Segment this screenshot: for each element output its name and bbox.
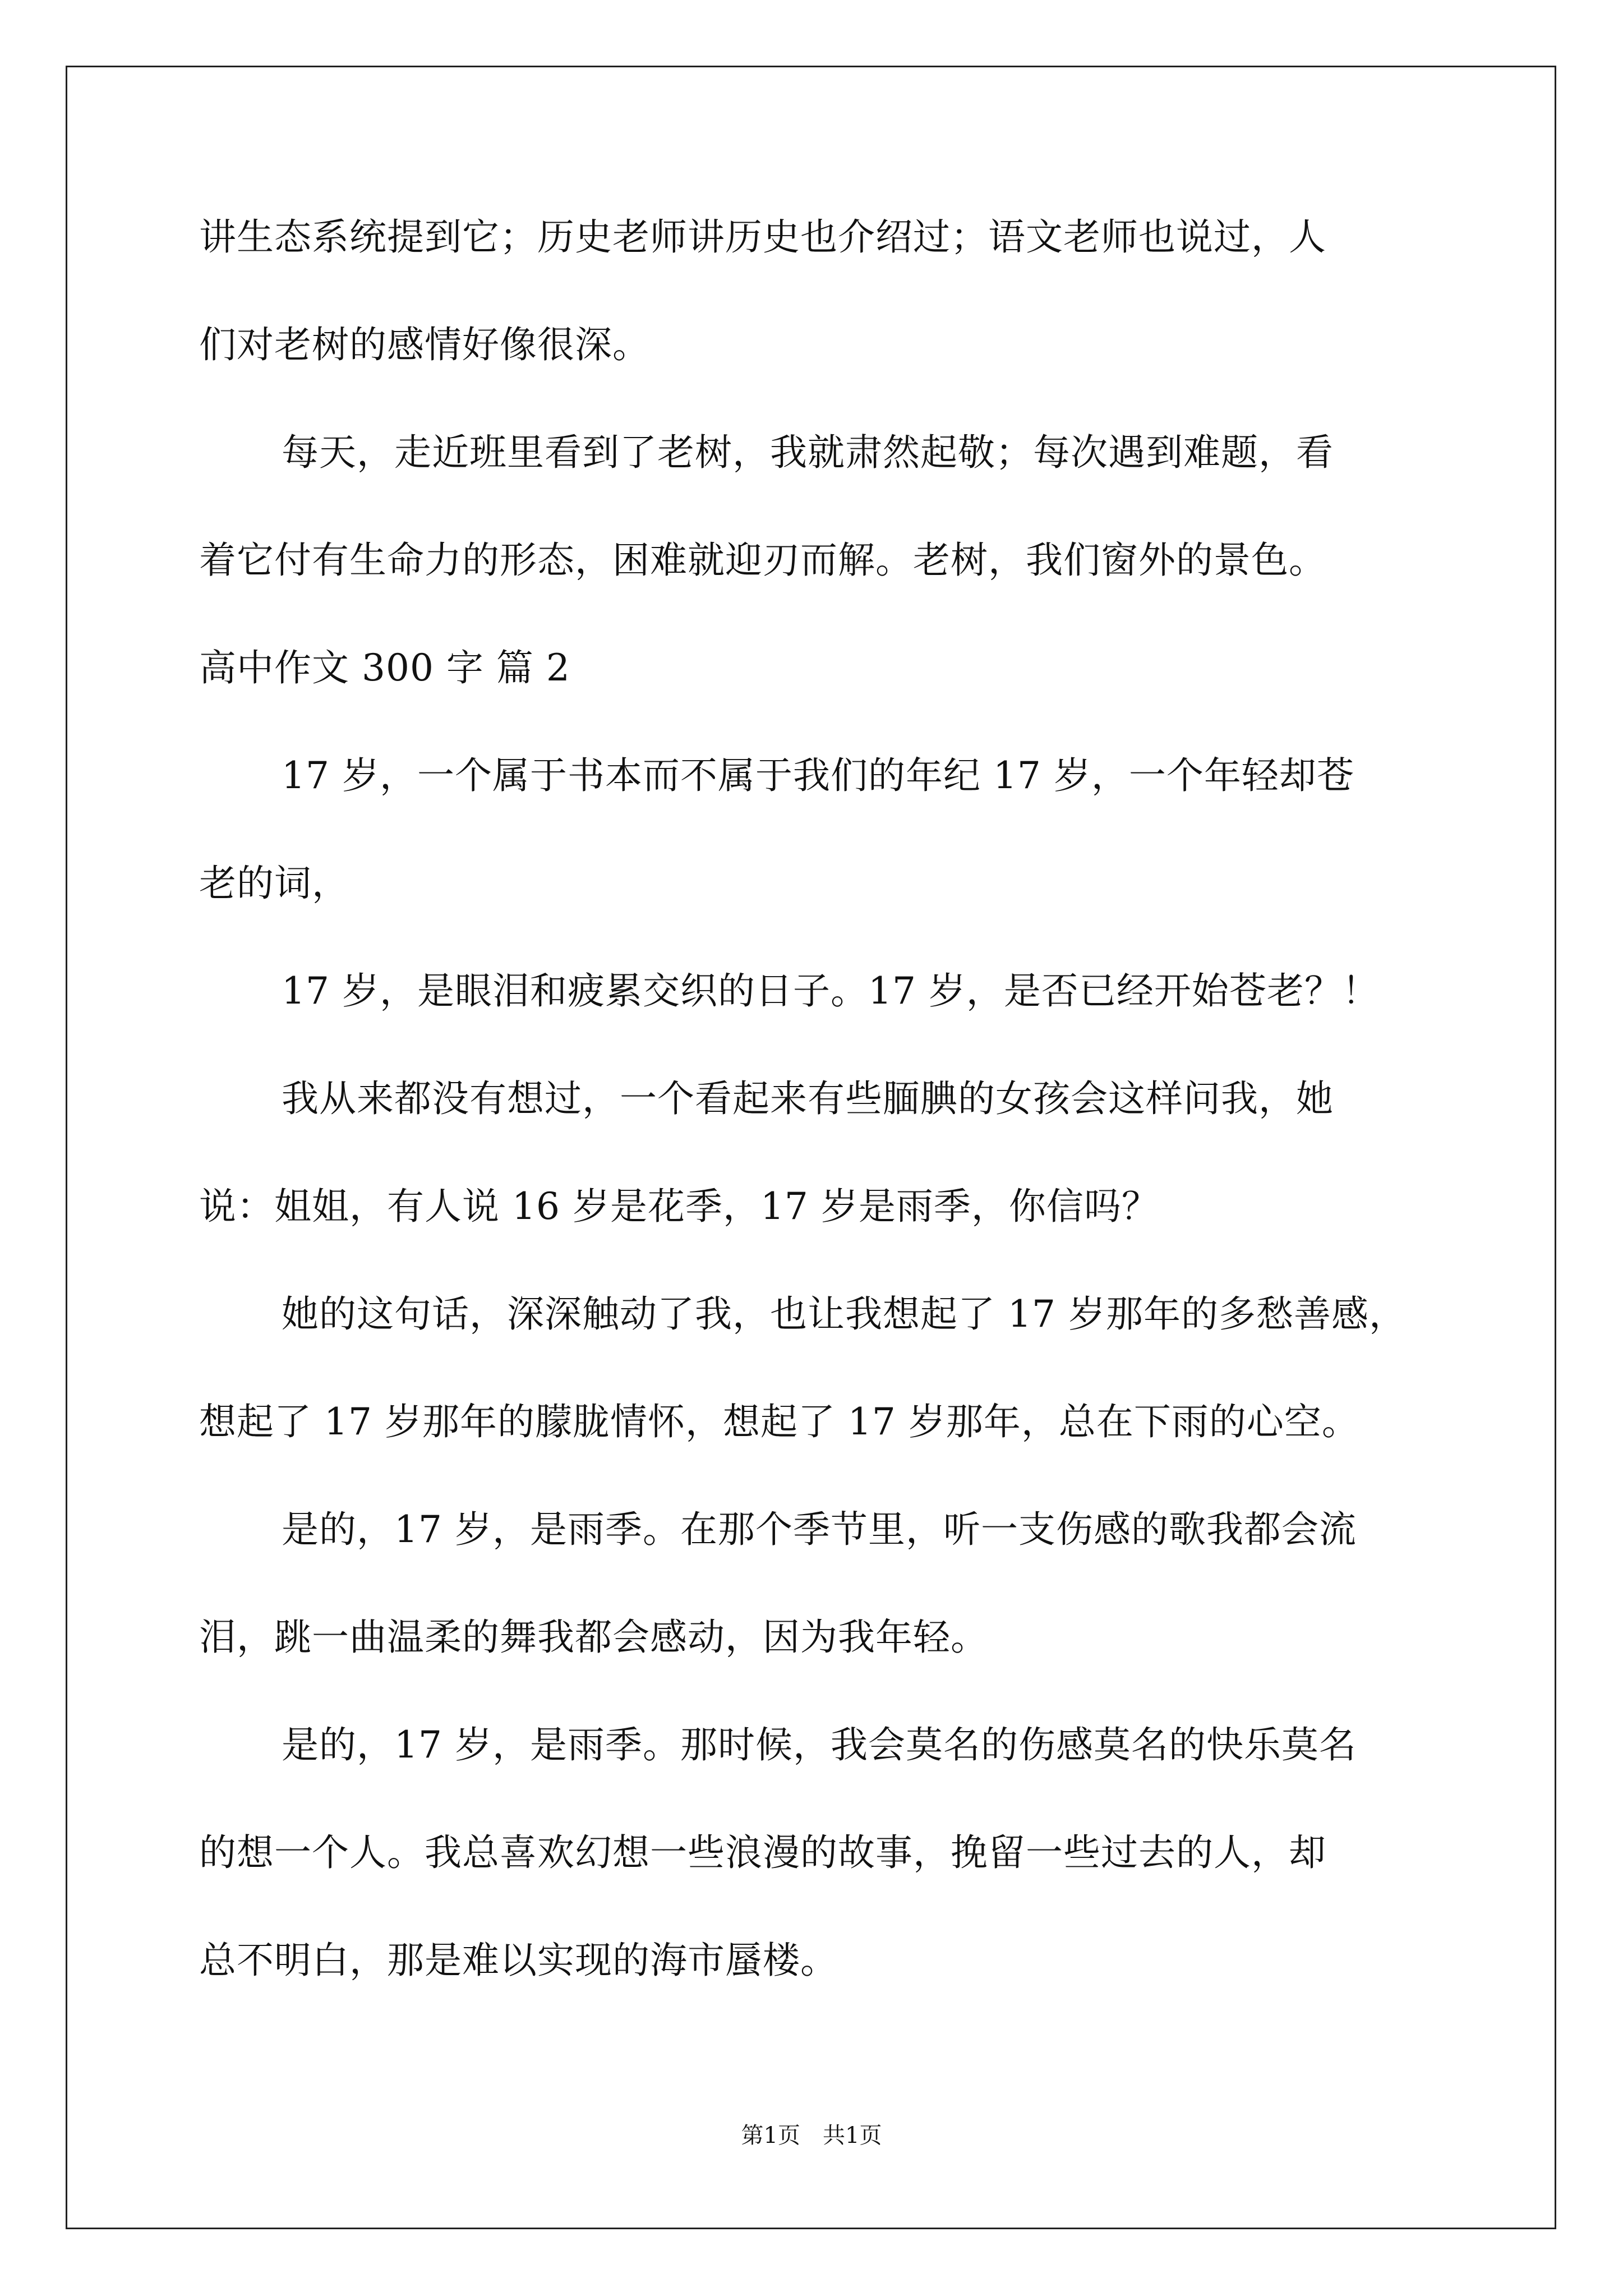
text-line: 着它付有生命力的形态，困难就迎刃而解。老树，我们窗外的景色。 <box>199 539 1326 582</box>
text-line: 说：姐姐，有人说 16 岁是花季，17 岁是雨季，你信吗？ <box>199 1185 1159 1228</box>
text-line: 是的，17 岁，是雨季。那时候，我会莫名的伤感莫名的快乐莫名 <box>282 1723 1357 1766</box>
text-line: 讲生态系统提到它；历史老师讲历史也介绍过；语文老师也说过，人 <box>199 215 1326 259</box>
page-number-total: 共1页 <box>823 2123 882 2148</box>
text-line: 她的这句话，深深触动了我，也让我想起了 17 岁那年的多愁善感， <box>282 1292 1407 1336</box>
text-line: 们对老树的感情好像很深。 <box>199 323 650 366</box>
text-line: 想起了 17 岁那年的朦胧情怀，想起了 17 岁那年，总在下雨的心空。 <box>199 1400 1359 1443</box>
text-line: 17 岁，是眼泪和疲累交织的日子。17 岁，是否已经开始苍老？！ <box>282 969 1380 1013</box>
text-line: 17 岁，一个属于书本而不属于我们的年纪 17 岁，一个年轻却苍 <box>282 754 1354 797</box>
text-line: 总不明白，那是难以实现的海市蜃楼。 <box>199 1939 838 1982</box>
text-line: 的想一个人。我总喜欢幻想一些浪漫的故事，挽留一些过去的人，却 <box>199 1831 1326 1874</box>
document-body <box>199 210 1430 2041</box>
text-line: 我从来都没有想过，一个看起来有些腼腆的女孩会这样问我，她 <box>282 1077 1334 1120</box>
text-line: 泪，跳一曲温柔的舞我都会感动，因为我年轻。 <box>199 1616 988 1659</box>
text-line: 每天，走近班里看到了老树，我就肃然起敬；每次遇到难题，看 <box>282 431 1334 474</box>
page-number-current: 第1页 <box>741 2123 800 2148</box>
page-footer <box>0 2119 1623 2152</box>
section-heading: 高中作文 300 字 篇 2 <box>199 646 570 689</box>
text-line: 老的词， <box>199 862 349 905</box>
text-line: 是的，17 岁，是雨季。在那个季节里，听一支伤感的歌我都会流 <box>282 1508 1357 1551</box>
